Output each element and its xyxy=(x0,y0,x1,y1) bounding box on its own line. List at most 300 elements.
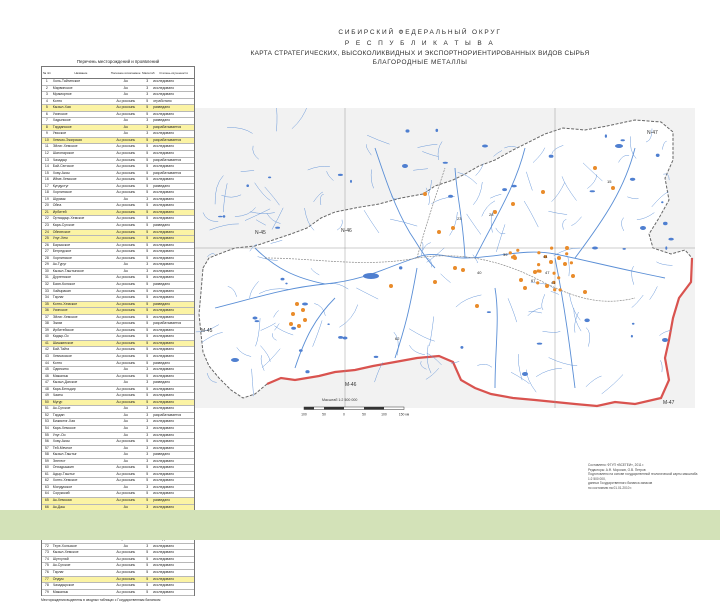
cell-mineral: Au россыпь xyxy=(116,583,136,588)
cell-mineral: Au россыпь xyxy=(116,209,136,214)
cell-stage: исследовано xyxy=(153,190,175,195)
deposit-marker xyxy=(433,280,437,284)
cell-size: 3 xyxy=(146,196,149,201)
cell-number: 39 xyxy=(44,327,49,332)
cell-mineral: Au россыпь xyxy=(116,137,136,142)
cell-number: 48 xyxy=(44,386,49,391)
cell-mineral: Au россыпь xyxy=(116,164,136,169)
cell-stage: исследовано xyxy=(153,144,175,149)
deposit-marker xyxy=(537,263,540,266)
cell-name: Хадынское xyxy=(52,118,71,123)
cell-number: 24 xyxy=(44,229,49,234)
table-row xyxy=(42,590,194,597)
cell-name: Ийме-Хемское xyxy=(52,177,77,182)
lake xyxy=(231,358,239,362)
cell-number: 27 xyxy=(44,249,49,254)
cell-name: Чааты xyxy=(52,393,64,398)
cell-size: 3 xyxy=(146,262,149,267)
lake xyxy=(363,273,379,279)
cell-mineral: Au россыпь xyxy=(116,314,136,319)
cell-mineral: Au россыпь xyxy=(116,471,136,476)
deposit-marker xyxy=(557,256,561,260)
deposit-marker xyxy=(493,210,497,214)
credit-line: Составлено: ФГУП «ВСЕГЕИ», 2011 г. xyxy=(588,463,645,467)
cell-size: 5 xyxy=(146,498,149,502)
deposit-marker xyxy=(389,284,393,288)
deposit-marker xyxy=(519,278,523,282)
cell-mineral: Au xyxy=(123,504,128,509)
cell-number: 65 xyxy=(44,498,49,502)
small-lake xyxy=(436,129,439,132)
cell-stage: исследовано xyxy=(153,79,175,83)
cell-stage: исследовано xyxy=(153,249,175,254)
cell-stage: исследовано xyxy=(153,458,175,463)
cell-name: Хорлинское xyxy=(52,255,72,260)
cell-name: Дургенское xyxy=(52,275,72,280)
credit-line: Подготовлено на основе государственной геологической карты масштаба 1:2 500 000, xyxy=(588,472,698,481)
cell-number: 8 xyxy=(45,124,48,129)
cell-stage: исследовано xyxy=(153,229,175,234)
scale-label: Масштаб 1:2 500 000 xyxy=(322,398,358,402)
cell-stage: исследовано xyxy=(153,275,175,280)
cell-stage: исследовано xyxy=(153,471,175,476)
cell-number: 43 xyxy=(44,353,49,358)
small-lake xyxy=(511,185,517,188)
cell-size: 5 xyxy=(146,216,149,221)
cell-number: 75 xyxy=(44,563,49,568)
cell-name: Одинкино xyxy=(52,367,69,372)
cell-size: 5 xyxy=(146,229,149,234)
small-lake xyxy=(443,162,448,164)
cell-size: 3 xyxy=(146,504,149,509)
cell-stage: исследовано xyxy=(153,399,175,404)
cell-number: 42 xyxy=(44,347,49,352)
small-lake xyxy=(299,349,303,352)
cell-stage: разведано xyxy=(153,281,171,286)
cell-size: 5 xyxy=(146,465,149,470)
small-lake xyxy=(631,335,633,338)
cell-mineral: Au xyxy=(123,367,128,372)
cell-stage: исследовано xyxy=(153,478,175,483)
cell-number: 51 xyxy=(44,406,49,411)
cell-size: 5 xyxy=(146,151,149,156)
cell-mineral: Au россыпь xyxy=(116,249,136,254)
scale-tick-label: 100 xyxy=(381,412,387,417)
cell-size: 5 xyxy=(146,308,149,313)
cell-number: 54 xyxy=(44,425,49,430)
deposit-marker xyxy=(516,249,519,252)
cell-number: 37 xyxy=(44,314,49,319)
cell-number: 56 xyxy=(44,439,49,444)
small-lake xyxy=(448,195,453,198)
cell-size: 5 xyxy=(146,295,149,300)
cell-name: Тарданское xyxy=(52,124,72,129)
map-subtitle: БЛАГОРОДНЫЕ МЕТАЛЛЫ xyxy=(372,59,468,66)
cell-mineral: Au xyxy=(123,432,128,437)
small-lake xyxy=(623,248,626,250)
cell-name: Бай-Тайга xyxy=(52,347,70,352)
cell-stage: исследовано xyxy=(153,570,175,575)
cell-number: 22 xyxy=(44,216,49,221)
cell-stage: разведано xyxy=(153,301,171,306)
cell-size: 5 xyxy=(146,491,149,496)
lake xyxy=(615,144,623,148)
deposit-marker xyxy=(289,322,293,326)
cell-number: 46 xyxy=(44,373,49,378)
cell-name: Ак-Хемская xyxy=(52,498,72,502)
cell-stage: исследовано xyxy=(153,563,175,568)
scale-bar xyxy=(300,405,420,417)
cell-name: Хову-Аксы xyxy=(52,170,70,175)
deposit-number-label: 67 xyxy=(531,278,536,283)
cell-number: 17 xyxy=(44,183,49,188)
deposit-marker xyxy=(513,255,516,258)
cell-name: Шагонарское xyxy=(52,151,75,156)
cell-name: Тере-Хольское xyxy=(52,543,77,548)
lake xyxy=(302,303,308,306)
cell-number: 1 xyxy=(45,79,48,83)
cell-mineral: Au xyxy=(123,262,128,267)
cell-number: 78 xyxy=(44,583,49,588)
cell-name: Мажалык xyxy=(52,373,69,378)
district-title: СИБИРСКИЙ ФЕДЕРАЛЬНЫЙ ОКРУГ xyxy=(338,29,502,36)
cell-name: Хайыракан xyxy=(52,288,71,293)
cell-stage: исследовано xyxy=(153,491,175,496)
cell-size: 3 xyxy=(146,425,149,430)
cell-name: Кара-Сугское xyxy=(52,223,75,228)
cell-size: 5 xyxy=(146,137,149,142)
cell-name: Тарлаг xyxy=(52,295,64,300)
cell-mineral: Au xyxy=(123,458,128,463)
cell-name: Ак-Сугское xyxy=(52,406,71,411)
cell-name: Ак-Даш xyxy=(52,504,65,509)
cell-mineral: Au россыпь xyxy=(116,275,136,280)
cell-name: Кара-Бельдир xyxy=(52,386,76,391)
cell-stage: исследовано xyxy=(153,255,175,260)
cell-mineral: Au россыпь xyxy=(116,373,136,378)
cell-number: 16 xyxy=(44,177,49,182)
cell-size: 3 xyxy=(146,124,149,129)
small-lake xyxy=(668,238,673,241)
cell-size: 5 xyxy=(146,223,149,228)
cell-number: 52 xyxy=(44,412,49,417)
sheet-label: N-45 xyxy=(255,230,266,236)
scale-bar-segment xyxy=(364,407,384,410)
cell-mineral: Au xyxy=(123,406,128,411)
cell-size: 3 xyxy=(146,79,149,83)
cell-size: 3 xyxy=(146,452,149,457)
cell-name: Эйлиг-Хемское xyxy=(52,144,78,149)
cell-mineral: Au россыпь xyxy=(116,105,136,110)
cell-number: 64 xyxy=(44,491,49,496)
cell-number: 6 xyxy=(45,111,48,116)
cell-stage: исследовано xyxy=(153,406,175,411)
cell-stage: исследовано xyxy=(153,367,175,372)
cell-stage: разведано xyxy=(153,183,171,188)
column-header-size: Масштаб xyxy=(142,70,155,75)
cell-name: Хову-Аксы xyxy=(52,439,70,444)
deposit-marker xyxy=(295,302,299,306)
cell-mineral: Au россыпь xyxy=(116,216,136,221)
cell-mineral: Au россыпь xyxy=(116,360,136,365)
cell-stage: разрабатывается xyxy=(153,124,182,129)
cell-name: Ак-Сугское xyxy=(52,563,71,568)
cell-number: 77 xyxy=(44,576,49,581)
scale-tick-label: 100 xyxy=(301,412,307,417)
cell-size: 3 xyxy=(146,380,149,385)
cell-number: 13 xyxy=(44,157,49,162)
cell-name: Копто-Хемское xyxy=(52,301,78,306)
small-lake xyxy=(621,139,625,141)
cell-mineral: Au xyxy=(123,196,128,201)
cell-mineral: Au xyxy=(123,412,128,417)
cell-name: Тарлаг xyxy=(52,570,64,575)
cell-size: 5 xyxy=(146,321,149,326)
cell-stage: исследовано xyxy=(153,203,175,208)
cell-name: Холь-Тайгинское xyxy=(52,79,81,83)
cell-size: 5 xyxy=(146,275,149,280)
cell-stage: исследовано xyxy=(153,164,175,169)
cell-number: 61 xyxy=(44,471,49,476)
column-header-stage: Степень изученности xyxy=(159,70,188,75)
cell-mineral: Au россыпь xyxy=(116,334,136,339)
cell-name: Улуг-Оо xyxy=(52,432,66,437)
small-lake xyxy=(255,320,260,322)
cell-size: 5 xyxy=(146,105,149,110)
scale-tick-label: 0 xyxy=(343,412,345,417)
deposit-marker xyxy=(461,268,465,272)
cell-stage: исследовано xyxy=(153,432,175,437)
cell-name: Онхадышкин xyxy=(52,465,74,470)
cell-name: Ондум xyxy=(52,576,64,581)
deposit-number-label: 39 xyxy=(503,252,508,257)
cell-number: 50 xyxy=(44,399,49,404)
cell-size: 3 xyxy=(146,543,149,548)
cell-number: 2 xyxy=(45,85,48,90)
cell-stage: исследовано xyxy=(153,196,175,201)
cell-mineral: Au россыпь xyxy=(116,111,136,116)
column-header-mineral: Полезное ископаемое xyxy=(110,70,141,75)
deposit-marker xyxy=(570,261,573,264)
cell-mineral: Au россыпь xyxy=(116,327,136,332)
cell-mineral: Au россыпь xyxy=(116,340,136,345)
cell-stage: исследовано xyxy=(153,353,175,358)
small-lake xyxy=(281,278,285,281)
cell-stage: исследовано xyxy=(153,216,175,221)
deposit-marker xyxy=(536,281,539,284)
cell-size: 5 xyxy=(146,183,149,188)
small-lake xyxy=(605,134,607,137)
cell-name: Мугур xyxy=(52,399,63,404)
cell-name: Кызыл-Дагское xyxy=(52,380,78,385)
cell-stage: разведано xyxy=(153,380,171,385)
cell-number: 25 xyxy=(44,236,49,241)
deposit-number-label: 44 xyxy=(543,254,548,259)
cell-name: Кундустуг xyxy=(52,183,69,188)
cell-stage: исследовано xyxy=(153,576,175,581)
cell-number: 76 xyxy=(44,570,49,575)
cell-size: 5 xyxy=(146,327,149,332)
cell-mineral: Au россыпь xyxy=(116,308,136,313)
cell-number: 38 xyxy=(44,321,49,326)
cell-number: 62 xyxy=(44,478,49,483)
cell-stage: исследовано xyxy=(153,386,175,391)
deposit-marker xyxy=(545,284,549,288)
cell-size: 3 xyxy=(146,484,149,489)
cell-mineral: Au россыпь xyxy=(116,491,136,496)
cell-name: Копто xyxy=(52,98,63,103)
small-lake xyxy=(338,174,343,176)
cell-stage: исследовано xyxy=(153,308,175,313)
lake xyxy=(592,247,598,250)
cell-number: 3 xyxy=(45,92,48,97)
sheet-label: M-46 xyxy=(345,382,357,388)
cell-size: 5 xyxy=(146,157,149,162)
cell-name: Хопто-Хемское xyxy=(52,478,78,483)
cell-name: Кызыл-Таштыгское xyxy=(52,268,84,273)
cell-mineral: Au россыпь xyxy=(116,478,136,483)
cell-size: 3 xyxy=(146,432,149,437)
cell-stage: исследовано xyxy=(153,151,175,156)
cell-number: 66 xyxy=(44,504,49,509)
scale-tick-label: 150 км xyxy=(398,412,410,417)
lake xyxy=(522,372,528,376)
cell-mineral: Au россыпь xyxy=(116,295,136,300)
cell-size: 5 xyxy=(146,570,149,575)
deposit-marker xyxy=(541,190,545,194)
cell-mineral: Au россыпь xyxy=(116,203,136,208)
deposit-marker xyxy=(297,324,301,328)
cell-mineral: Au россыпь xyxy=(116,301,136,306)
deposit-marker xyxy=(523,286,527,290)
cell-stage: исследовано xyxy=(153,268,175,273)
cell-number: 55 xyxy=(44,432,49,437)
cell-size: 5 xyxy=(146,288,149,293)
cell-mineral: Au россыпь xyxy=(116,393,136,398)
cell-size: 5 xyxy=(146,589,149,594)
cell-stage: исследовано xyxy=(153,465,175,470)
cell-size: 3 xyxy=(146,458,149,463)
cell-name: Эйлиг-Хемское xyxy=(52,314,78,319)
cell-mineral: Au россыпь xyxy=(116,157,136,162)
cell-size: 5 xyxy=(146,177,149,182)
cell-size: 3 xyxy=(146,268,149,273)
scale-ticks xyxy=(301,413,410,417)
cell-number: 23 xyxy=(44,223,49,228)
cell-size: 3 xyxy=(146,445,149,450)
cell-size: 3 xyxy=(146,92,149,97)
cell-size: 5 xyxy=(146,576,149,581)
cell-name: Бегредское xyxy=(52,249,72,254)
lake xyxy=(253,317,258,320)
cell-size: 5 xyxy=(146,550,149,555)
scale-bar-segment xyxy=(324,407,344,410)
cell-number: 10 xyxy=(44,137,49,142)
small-lake xyxy=(663,222,668,225)
cell-stage: исследовано xyxy=(153,550,175,555)
deposit-marker xyxy=(511,202,515,206)
cell-size: 5 xyxy=(146,249,149,254)
cell-size: 5 xyxy=(146,190,149,195)
small-lake xyxy=(399,266,402,269)
cell-size: 5 xyxy=(146,98,149,103)
map-canvas[interactable] xyxy=(195,108,695,408)
cell-size: 5 xyxy=(146,373,149,378)
column-header-name: Название xyxy=(74,70,88,75)
small-lake xyxy=(291,327,296,330)
small-lake xyxy=(275,227,280,229)
cell-name: Кадыр-Ос xyxy=(52,334,69,339)
deposit-marker xyxy=(611,186,615,190)
cell-stage: исследовано xyxy=(153,288,175,293)
cell-name: Шишкинское xyxy=(52,340,74,345)
cell-mineral: Au россыпь xyxy=(116,386,136,391)
cell-size: 5 xyxy=(146,144,149,149)
small-lake xyxy=(218,216,223,218)
cell-stage: исследовано xyxy=(153,340,175,345)
cell-number: 7 xyxy=(45,118,48,123)
small-lake xyxy=(549,155,554,158)
cell-stage: исследовано xyxy=(153,373,175,378)
cell-stage: исследовано xyxy=(153,556,175,561)
cell-mineral: Au россыпь xyxy=(116,288,136,293)
cell-name: Чазадыр xyxy=(52,157,68,162)
cell-stage: разведано xyxy=(153,452,171,457)
deposit-marker xyxy=(437,230,441,234)
deposit-marker xyxy=(563,262,567,266)
cell-mineral: Au россыпь xyxy=(116,498,136,502)
cell-name: Усинское xyxy=(52,308,68,313)
cell-name: Хемчик-Эжирская xyxy=(52,137,82,142)
cell-size: 5 xyxy=(146,164,149,169)
cell-mineral: Au xyxy=(123,484,128,489)
sheet-label: N-46 xyxy=(341,228,352,234)
cell-size: 3 xyxy=(146,131,149,136)
small-lake xyxy=(406,129,410,132)
cell-number: 32 xyxy=(44,281,49,286)
cell-number: 20 xyxy=(44,203,49,208)
lake xyxy=(662,338,668,342)
cell-size: 5 xyxy=(146,301,149,306)
cell-stage: исследовано xyxy=(153,425,175,430)
cell-stage: исследовано xyxy=(153,334,175,339)
small-lake xyxy=(661,201,663,203)
cell-name: Ирбитейское xyxy=(52,327,74,332)
cell-name: Ортаадыр-Хемское xyxy=(52,216,85,221)
cell-size: 5 xyxy=(146,556,149,561)
cell-mineral: Au россыпь xyxy=(116,556,136,561)
cell-mineral: Au xyxy=(123,445,128,450)
cell-name: Ак-Туруг xyxy=(52,262,67,267)
cell-size: 5 xyxy=(146,583,149,588)
cell-stage: исследовано xyxy=(153,262,175,267)
cell-name: Копто xyxy=(52,360,63,365)
small-lake xyxy=(350,180,352,183)
deposit-marker xyxy=(557,276,560,279)
cell-name: Ойна xyxy=(52,203,62,208)
cell-name: Бай-Сютское xyxy=(52,164,74,169)
cell-stage: исследовано xyxy=(153,445,175,450)
deposit-marker xyxy=(451,226,455,230)
cell-mineral: Au россыпь xyxy=(116,589,136,594)
cell-name: Кызыл-Хемское xyxy=(52,550,79,555)
small-lake xyxy=(268,177,271,179)
cell-size: 5 xyxy=(146,242,149,247)
lake xyxy=(640,226,646,230)
cell-name: Кара-Хемское xyxy=(52,425,76,430)
deposit-marker xyxy=(291,312,295,316)
deposit-marker xyxy=(565,252,568,255)
